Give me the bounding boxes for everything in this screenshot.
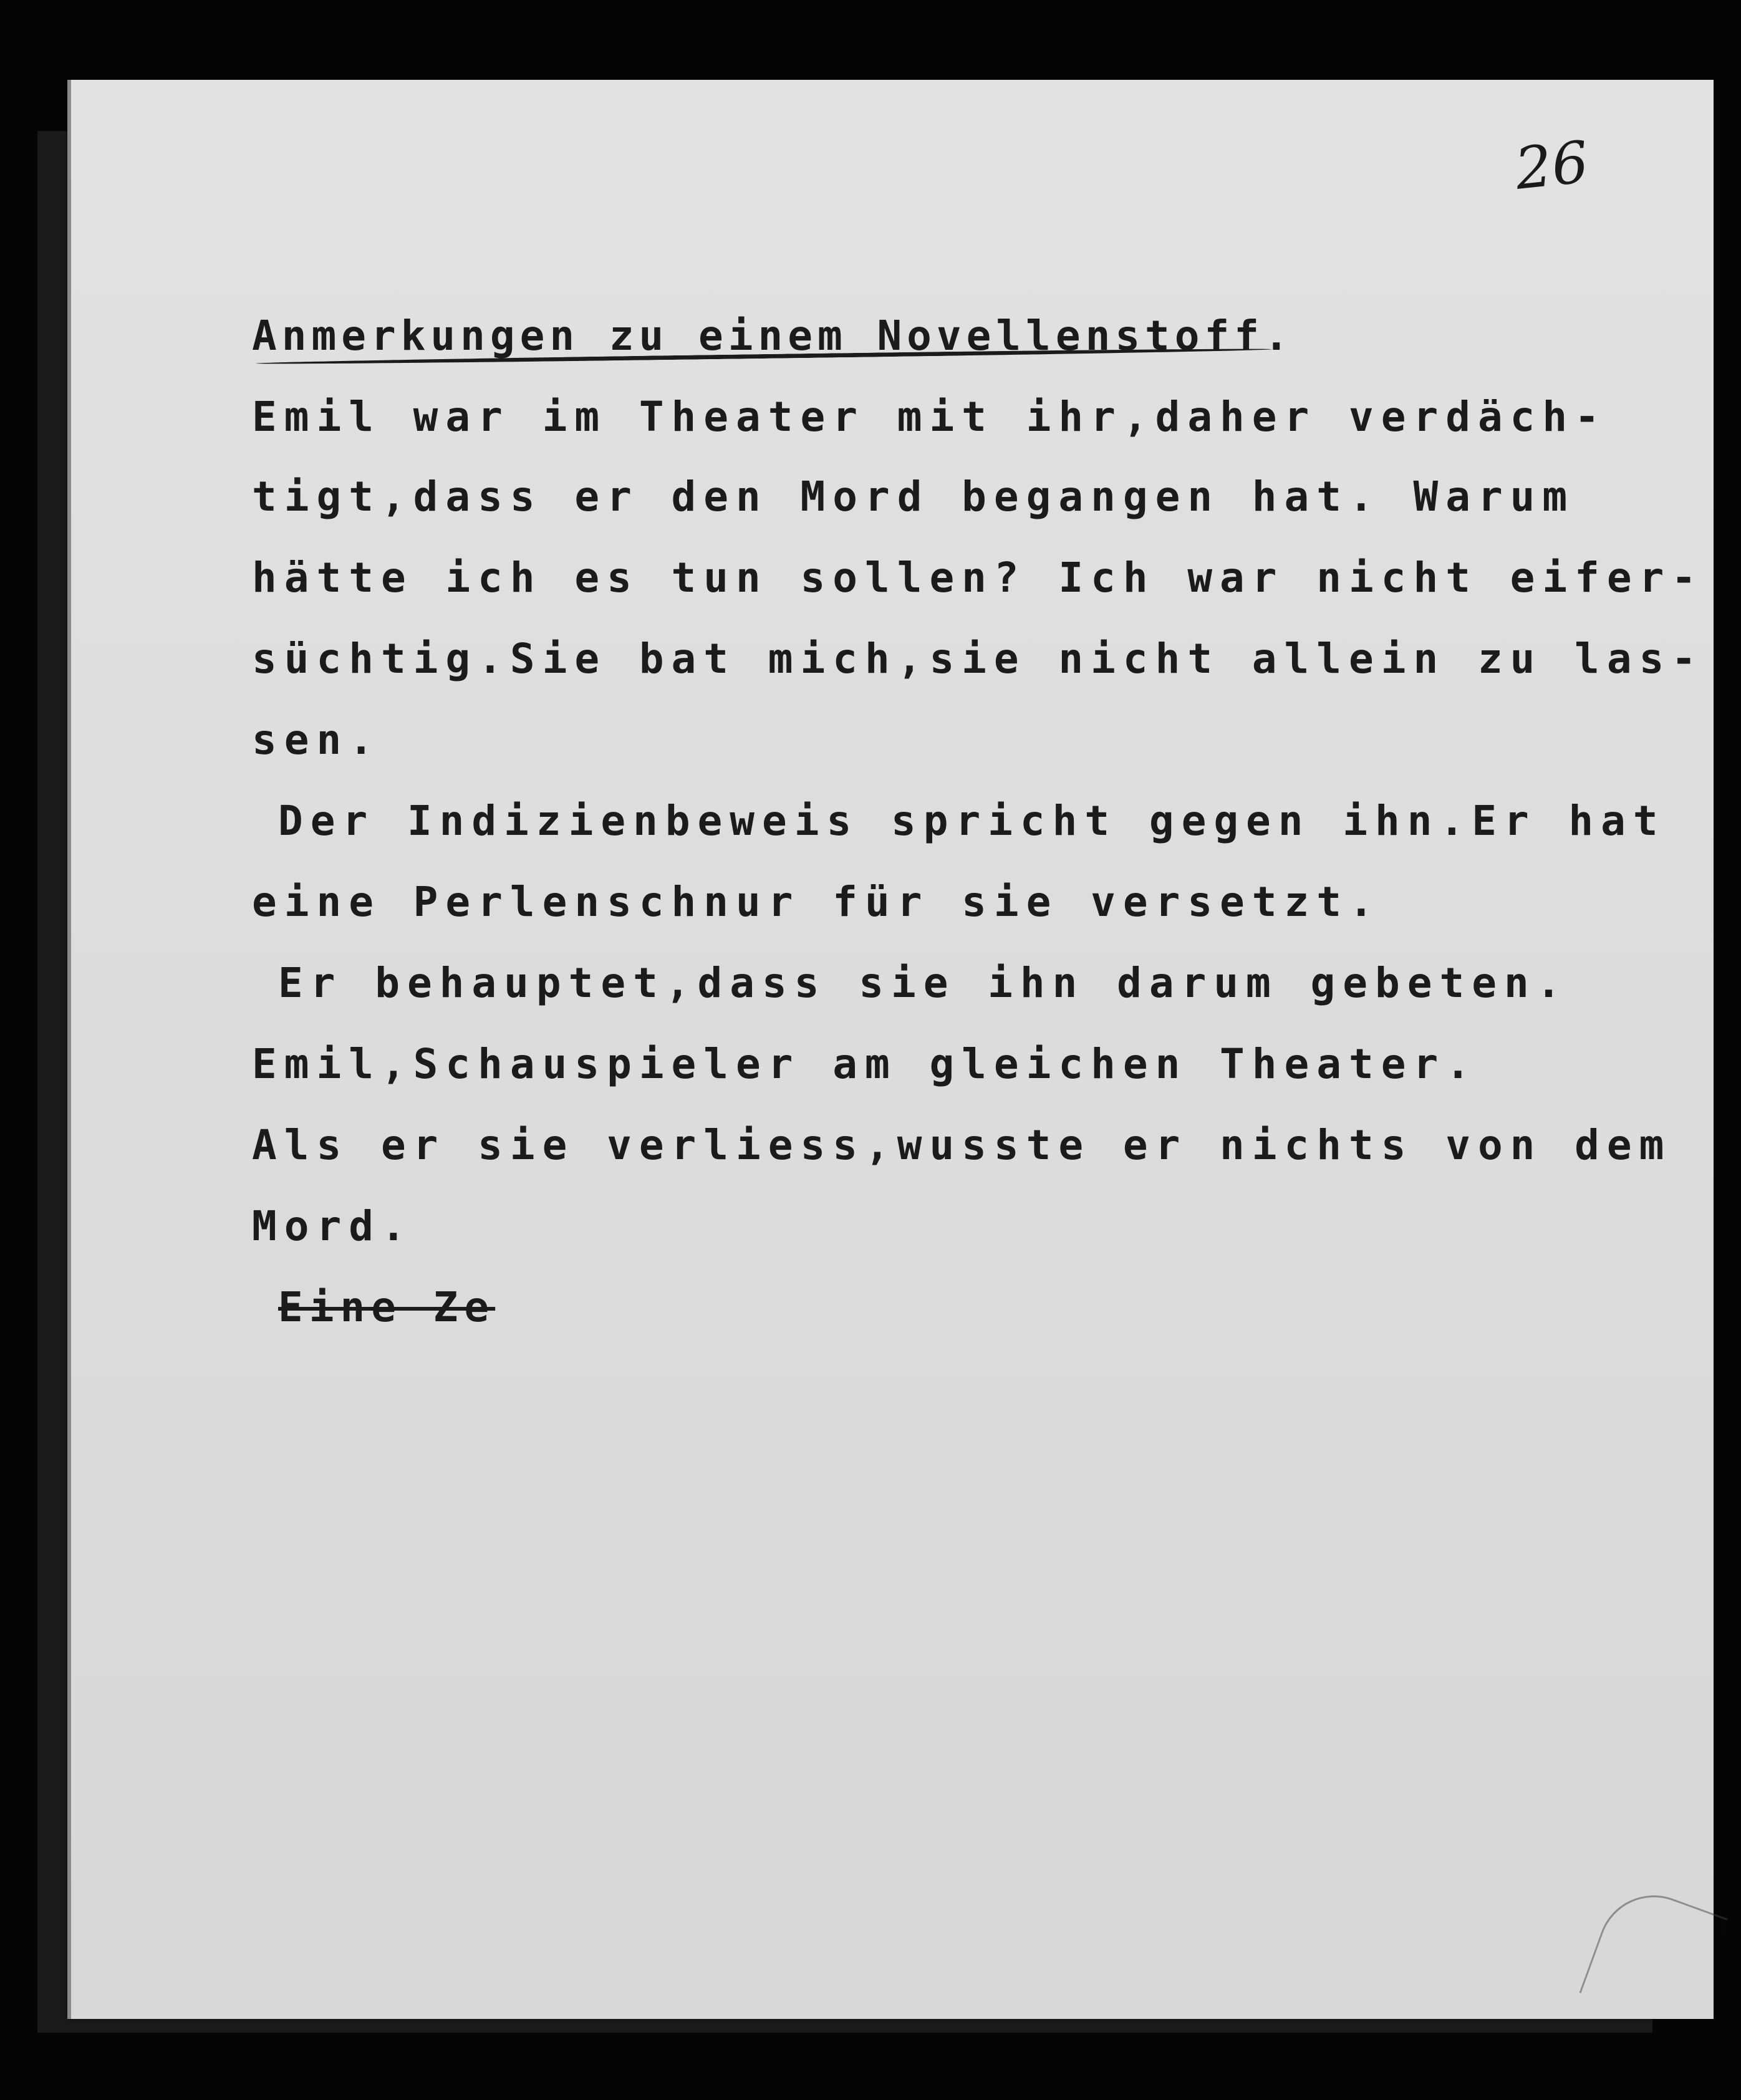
text-line: Mord. [252, 1202, 413, 1250]
struck-through-text: Eine Ze [278, 1283, 496, 1331]
text-line: hätte ich es tun sollen? Ich war nicht eifer- [252, 554, 1704, 602]
text-line: süchtig.Sie bat mich,sie nicht allein zu las- [252, 635, 1704, 683]
text-line: Emil war im Theater mit ihr,daher verdäch- [252, 393, 1607, 441]
text-line: tigt,dass er den Mord begangen hat. Warum [252, 473, 1575, 521]
text-line: Der Indizienbeweis spricht gegen ihn.Er hat [278, 797, 1666, 845]
page-edge [67, 80, 71, 2019]
document-title: Anmerkungen zu einem Novellenstoff. [252, 312, 1294, 360]
text-line: Als er sie verliess,wusste er nichts von dem [252, 1121, 1672, 1169]
text-line: Er behauptet,dass sie ihn darum gebeten. [278, 959, 1569, 1007]
text-line: Emil,Schauspieler am gleichen Theater. [252, 1040, 1478, 1088]
text-line: eine Perlenschnur für sie versetzt. [252, 878, 1381, 926]
text-line: sen. [252, 716, 381, 764]
page-number: 26 [1512, 128, 1592, 203]
